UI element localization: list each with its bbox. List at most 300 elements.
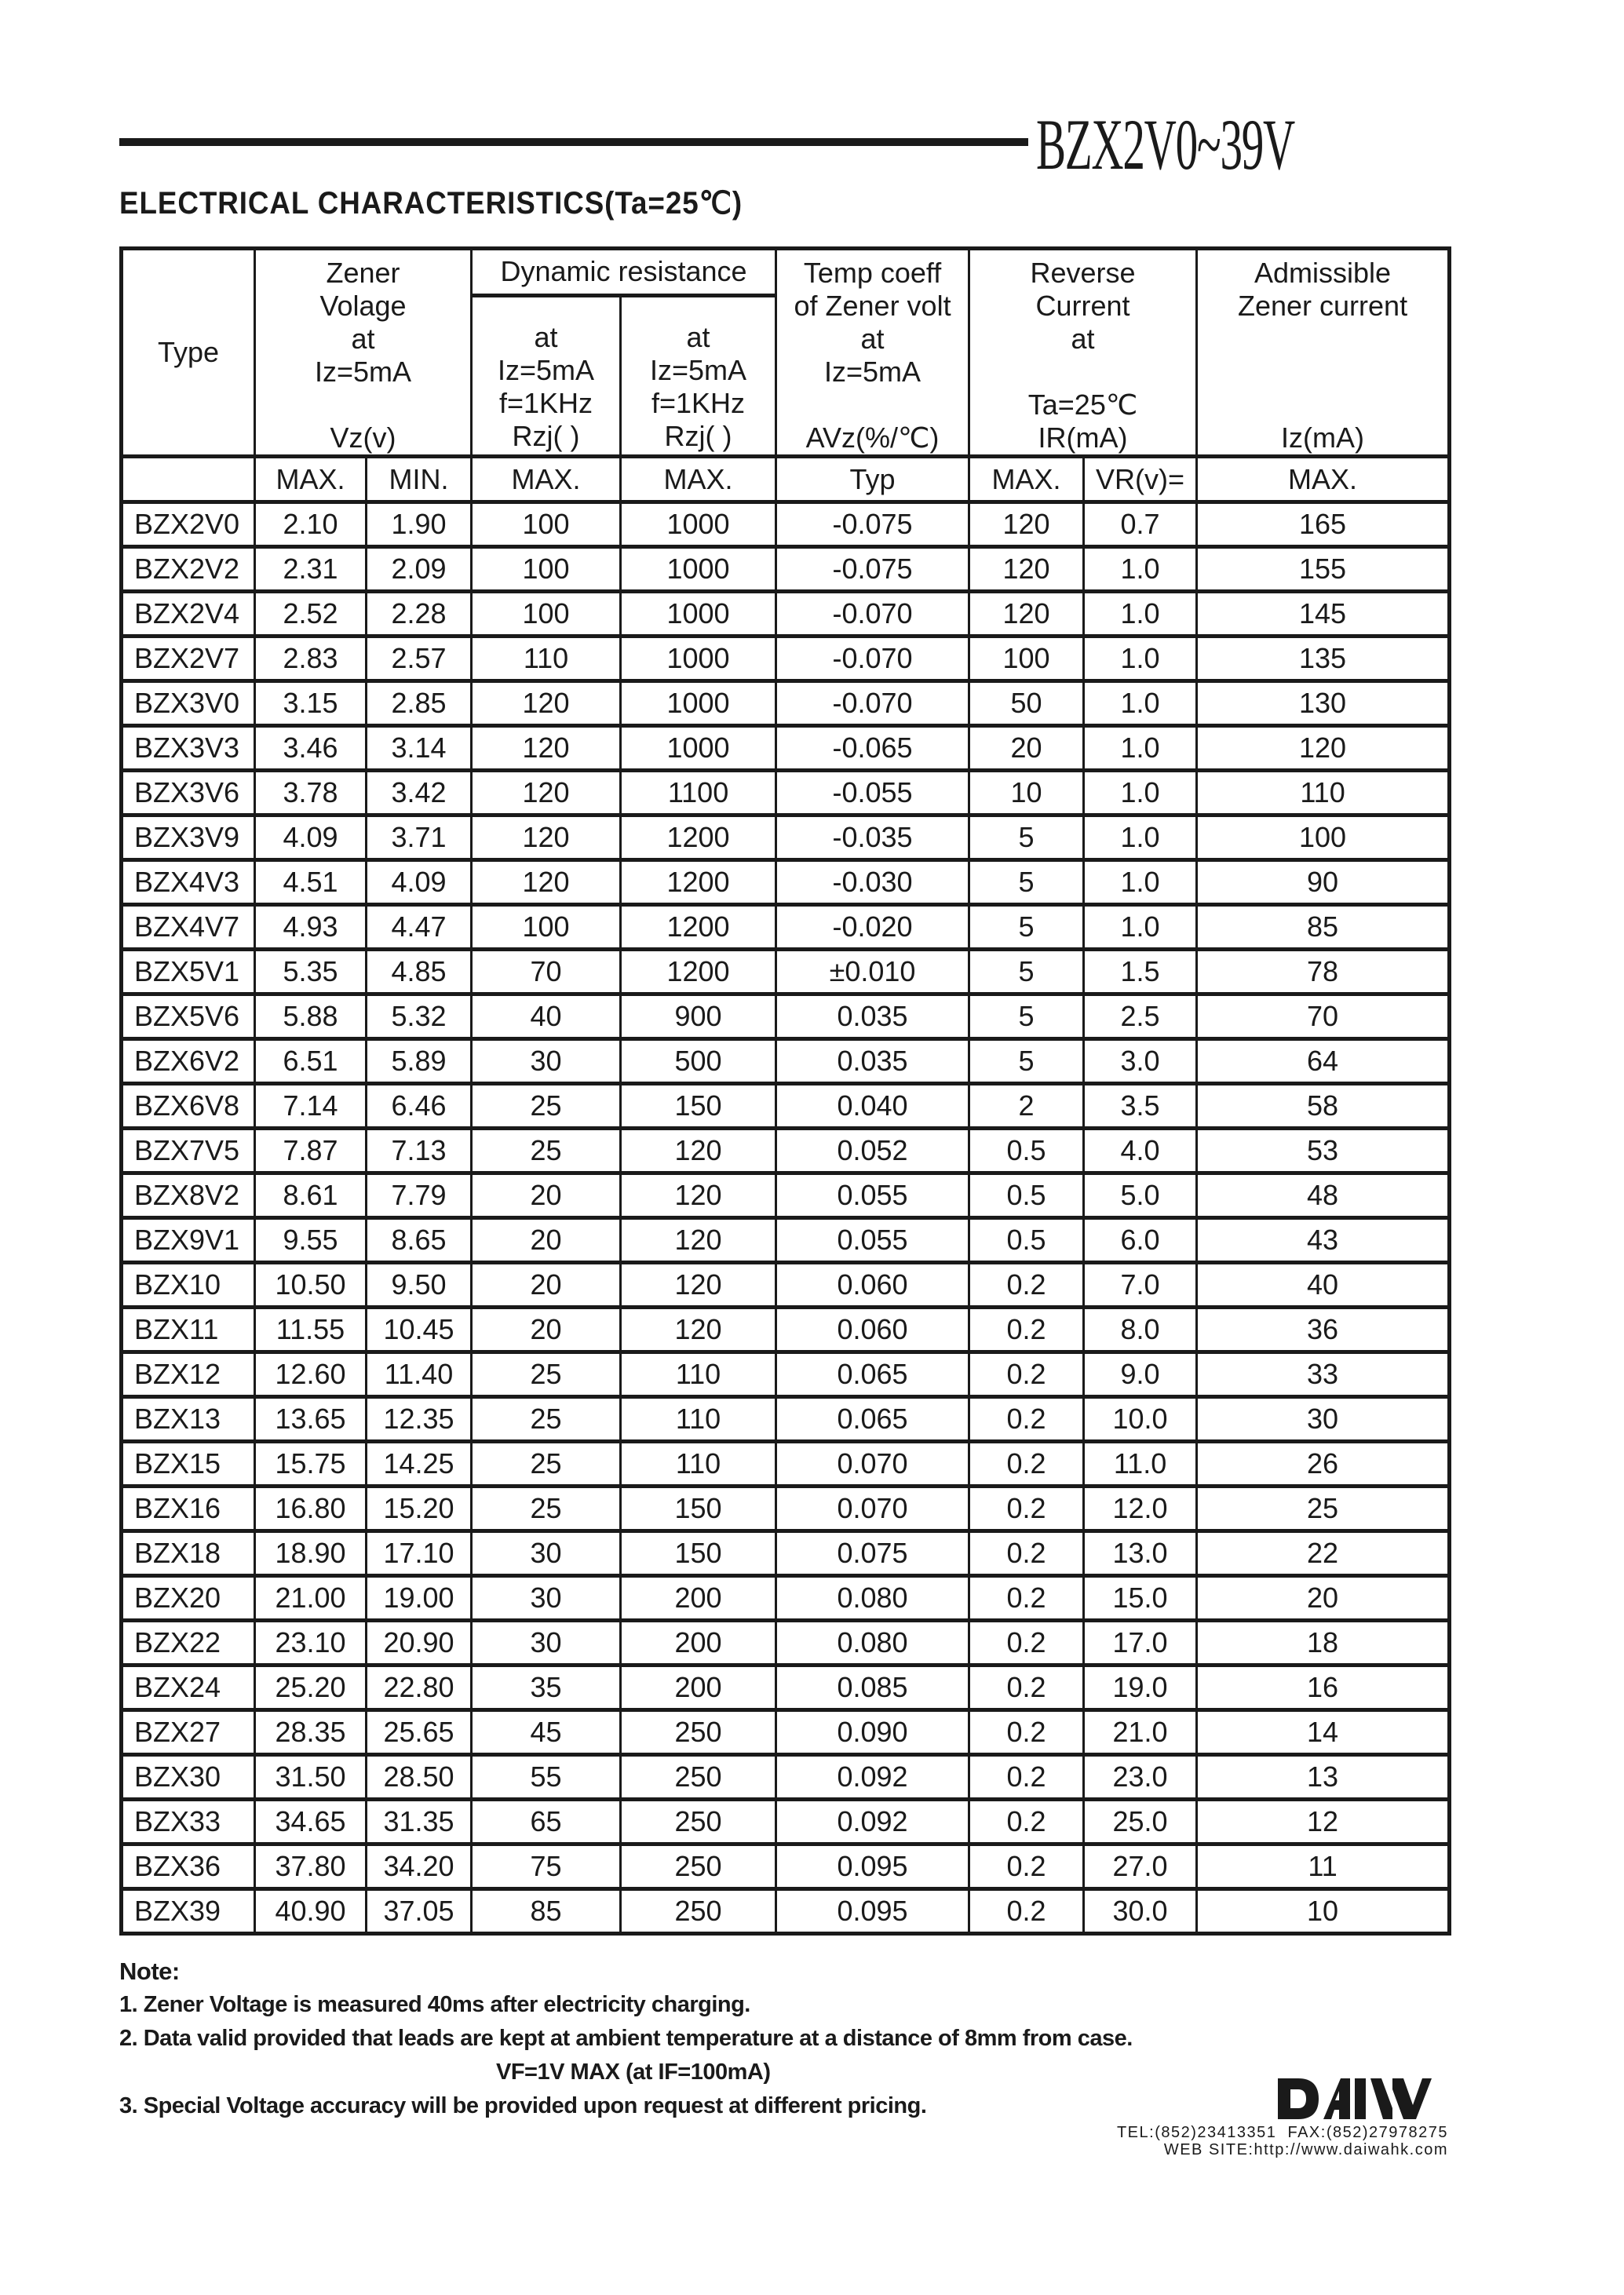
cell-type: BZX3V3 bbox=[122, 726, 255, 771]
cell-tc-typ: 0.070 bbox=[776, 1487, 969, 1531]
table-row bbox=[122, 1263, 1450, 1308]
cell-iz-max: 78 bbox=[1197, 950, 1450, 994]
cell-vz-max: 4.51 bbox=[255, 860, 367, 905]
cell-type: BZX4V7 bbox=[122, 905, 255, 950]
cell-tc-typ: 0.060 bbox=[776, 1263, 969, 1308]
cell-rzj1-max: 120 bbox=[472, 771, 621, 815]
cell-type: BZX18 bbox=[122, 1531, 255, 1576]
cell-type: BZX16 bbox=[122, 1487, 255, 1531]
cell-vz-min: 20.90 bbox=[367, 1621, 472, 1666]
cell-iz-max: 100 bbox=[1197, 815, 1450, 860]
cell-type: BZX2V7 bbox=[122, 637, 255, 681]
cell-vz-max: 18.90 bbox=[255, 1531, 367, 1576]
cell-iz-max: 43 bbox=[1197, 1218, 1450, 1263]
cell-iz-max: 14 bbox=[1197, 1710, 1450, 1755]
cell-iz-max: 53 bbox=[1197, 1129, 1450, 1173]
cell-rzj2-max: 250 bbox=[621, 1755, 776, 1800]
cell-rzj2-max: 1100 bbox=[621, 771, 776, 815]
cell-tc-typ: 0.065 bbox=[776, 1352, 969, 1397]
cell-type: BZX27 bbox=[122, 1710, 255, 1755]
cell-vz-min: 28.50 bbox=[367, 1755, 472, 1800]
cell-tc-typ: 0.065 bbox=[776, 1397, 969, 1442]
cell-ir-max: 120 bbox=[969, 502, 1084, 547]
cell-rzj1-max: 55 bbox=[472, 1755, 621, 1800]
cell-iz-max: 110 bbox=[1197, 771, 1450, 815]
cell-rzj1-max: 40 bbox=[472, 994, 621, 1039]
cell-ir-max: 0.2 bbox=[969, 1352, 1084, 1397]
cell-tc-typ: -0.070 bbox=[776, 681, 969, 726]
cell-type: BZX10 bbox=[122, 1263, 255, 1308]
table-row bbox=[122, 1397, 1450, 1442]
cell-vr: 7.0 bbox=[1084, 1263, 1197, 1308]
subheader-vr: VR(v)= bbox=[1084, 457, 1197, 502]
cell-vz-max: 37.80 bbox=[255, 1844, 367, 1889]
cell-vz-max: 9.55 bbox=[255, 1218, 367, 1263]
cell-rzj2-max: 1000 bbox=[621, 547, 776, 592]
cell-tc-typ: 0.090 bbox=[776, 1710, 969, 1755]
subheader-tc-typ: Typ bbox=[776, 457, 969, 502]
cell-vr: 3.5 bbox=[1084, 1084, 1197, 1129]
cell-vr: 13.0 bbox=[1084, 1531, 1197, 1576]
subheader-rzj2-max: MAX. bbox=[621, 457, 776, 502]
cell-iz-max: 10 bbox=[1197, 1889, 1450, 1934]
cell-type: BZX2V2 bbox=[122, 547, 255, 592]
cell-rzj1-max: 25 bbox=[472, 1084, 621, 1129]
notes-title: Note: bbox=[119, 1957, 180, 1985]
cell-rzj2-max: 250 bbox=[621, 1710, 776, 1755]
table-row bbox=[122, 950, 1450, 994]
table-row bbox=[122, 1531, 1450, 1576]
cell-type: BZX22 bbox=[122, 1621, 255, 1666]
cell-vz-min: 1.90 bbox=[367, 502, 472, 547]
cell-rzj2-max: 900 bbox=[621, 994, 776, 1039]
cell-vz-min: 14.25 bbox=[367, 1442, 472, 1487]
cell-rzj1-max: 30 bbox=[472, 1621, 621, 1666]
cell-vz-min: 2.09 bbox=[367, 547, 472, 592]
cell-vz-max: 16.80 bbox=[255, 1487, 367, 1531]
cell-tc-typ: 0.095 bbox=[776, 1889, 969, 1934]
cell-vz-min: 2.28 bbox=[367, 592, 472, 637]
header-temp-coeff: Temp coeff of Zener volt at Iz=5mA AVz(%/℃) bbox=[776, 249, 969, 457]
cell-iz-max: 16 bbox=[1197, 1666, 1450, 1710]
header-rzj-col1: at Iz=5mA f=1KHz Rzj( ) bbox=[472, 295, 621, 456]
header-zener-voltage: Zener Volage at Iz=5mA Vz(v) bbox=[255, 249, 472, 457]
cell-rzj1-max: 30 bbox=[472, 1576, 621, 1621]
cell-rzj1-max: 45 bbox=[472, 1710, 621, 1755]
table-row bbox=[122, 502, 1450, 547]
cell-type: BZX12 bbox=[122, 1352, 255, 1397]
table-body bbox=[122, 502, 1450, 1934]
cell-type: BZX3V9 bbox=[122, 815, 255, 860]
cell-ir-max: 0.2 bbox=[969, 1442, 1084, 1487]
table-row bbox=[122, 1576, 1450, 1621]
cell-type: BZX13 bbox=[122, 1397, 255, 1442]
cell-vz-min: 9.50 bbox=[367, 1263, 472, 1308]
cell-vr: 8.0 bbox=[1084, 1308, 1197, 1352]
cell-tc-typ: -0.065 bbox=[776, 726, 969, 771]
cell-vz-max: 2.10 bbox=[255, 502, 367, 547]
cell-rzj2-max: 500 bbox=[621, 1039, 776, 1084]
cell-vz-min: 34.20 bbox=[367, 1844, 472, 1889]
contact-website: WEB SITE:http://www.daiwahk.com bbox=[1163, 2141, 1448, 2158]
cell-iz-max: 120 bbox=[1197, 726, 1450, 771]
table-row bbox=[122, 1755, 1450, 1800]
table-row bbox=[122, 771, 1450, 815]
cell-ir-max: 0.2 bbox=[969, 1487, 1084, 1531]
cell-vr: 23.0 bbox=[1084, 1755, 1197, 1800]
cell-vz-max: 3.78 bbox=[255, 771, 367, 815]
cell-tc-typ: 0.095 bbox=[776, 1844, 969, 1889]
cell-iz-max: 30 bbox=[1197, 1397, 1450, 1442]
cell-ir-max: 0.2 bbox=[969, 1710, 1084, 1755]
cell-rzj2-max: 200 bbox=[621, 1621, 776, 1666]
cell-ir-max: 5 bbox=[969, 905, 1084, 950]
cell-vz-max: 7.14 bbox=[255, 1084, 367, 1129]
cell-rzj1-max: 120 bbox=[472, 860, 621, 905]
header-type: Type bbox=[122, 249, 255, 457]
cell-ir-max: 0.2 bbox=[969, 1800, 1084, 1844]
cell-iz-max: 85 bbox=[1197, 905, 1450, 950]
cell-iz-max: 25 bbox=[1197, 1487, 1450, 1531]
cell-rzj1-max: 20 bbox=[472, 1263, 621, 1308]
cell-rzj1-max: 110 bbox=[472, 637, 621, 681]
cell-rzj2-max: 1000 bbox=[621, 637, 776, 681]
cell-tc-typ: ±0.010 bbox=[776, 950, 969, 994]
cell-tc-typ: 0.035 bbox=[776, 1039, 969, 1084]
cell-type: BZX3V0 bbox=[122, 681, 255, 726]
cell-vz-max: 2.31 bbox=[255, 547, 367, 592]
cell-vz-min: 10.45 bbox=[367, 1308, 472, 1352]
cell-vr: 1.5 bbox=[1084, 950, 1197, 994]
cell-vr: 9.0 bbox=[1084, 1352, 1197, 1397]
cell-rzj1-max: 30 bbox=[472, 1531, 621, 1576]
cell-vz-min: 5.32 bbox=[367, 994, 472, 1039]
cell-vr: 30.0 bbox=[1084, 1889, 1197, 1934]
cell-iz-max: 36 bbox=[1197, 1308, 1450, 1352]
cell-vz-min: 4.09 bbox=[367, 860, 472, 905]
cell-vz-min: 25.65 bbox=[367, 1710, 472, 1755]
cell-type: BZX11 bbox=[122, 1308, 255, 1352]
cell-vz-min: 37.05 bbox=[367, 1889, 472, 1934]
cell-ir-max: 0.2 bbox=[969, 1397, 1084, 1442]
cell-iz-max: 58 bbox=[1197, 1084, 1450, 1129]
cell-type: BZX2V4 bbox=[122, 592, 255, 637]
cell-type: BZX5V6 bbox=[122, 994, 255, 1039]
cell-rzj1-max: 85 bbox=[472, 1889, 621, 1934]
cell-ir-max: 0.5 bbox=[969, 1218, 1084, 1263]
cell-vz-max: 23.10 bbox=[255, 1621, 367, 1666]
cell-vz-max: 6.51 bbox=[255, 1039, 367, 1084]
cell-vz-min: 12.35 bbox=[367, 1397, 472, 1442]
cell-ir-max: 5 bbox=[969, 860, 1084, 905]
table-row bbox=[122, 637, 1450, 681]
cell-iz-max: 70 bbox=[1197, 994, 1450, 1039]
cell-vr: 11.0 bbox=[1084, 1442, 1197, 1487]
cell-vr: 2.5 bbox=[1084, 994, 1197, 1039]
cell-rzj2-max: 250 bbox=[621, 1800, 776, 1844]
cell-vz-min: 11.40 bbox=[367, 1352, 472, 1397]
subheader-vz-max: MAX. bbox=[255, 457, 367, 502]
cell-rzj1-max: 20 bbox=[472, 1218, 621, 1263]
cell-rzj2-max: 120 bbox=[621, 1308, 776, 1352]
table-row bbox=[122, 1308, 1450, 1352]
part-range-title: BZX2V0~39V bbox=[1036, 104, 1295, 184]
cell-iz-max: 22 bbox=[1197, 1531, 1450, 1576]
cell-type: BZX3V6 bbox=[122, 771, 255, 815]
cell-vr: 1.0 bbox=[1084, 860, 1197, 905]
cell-rzj1-max: 100 bbox=[472, 547, 621, 592]
cell-rzj1-max: 30 bbox=[472, 1039, 621, 1084]
cell-ir-max: 100 bbox=[969, 637, 1084, 681]
cell-vr: 1.0 bbox=[1084, 726, 1197, 771]
cell-vz-max: 3.46 bbox=[255, 726, 367, 771]
cell-vz-min: 4.85 bbox=[367, 950, 472, 994]
cell-ir-max: 120 bbox=[969, 592, 1084, 637]
cell-rzj2-max: 120 bbox=[621, 1218, 776, 1263]
cell-vz-min: 3.42 bbox=[367, 771, 472, 815]
table-row bbox=[122, 1710, 1450, 1755]
cell-ir-max: 0.2 bbox=[969, 1308, 1084, 1352]
cell-tc-typ: 0.092 bbox=[776, 1755, 969, 1800]
cell-type: BZX20 bbox=[122, 1576, 255, 1621]
cell-vr: 1.0 bbox=[1084, 681, 1197, 726]
cell-rzj1-max: 25 bbox=[472, 1352, 621, 1397]
cell-rzj2-max: 1000 bbox=[621, 726, 776, 771]
table-row bbox=[122, 1173, 1450, 1218]
cell-rzj2-max: 1200 bbox=[621, 950, 776, 994]
contact-phone-fax: TEL:(852)23413351 FAX:(852)27978275 bbox=[1116, 2124, 1448, 2141]
cell-rzj2-max: 110 bbox=[621, 1352, 776, 1397]
cell-ir-max: 0.2 bbox=[969, 1844, 1084, 1889]
cell-rzj2-max: 1000 bbox=[621, 592, 776, 637]
table-row bbox=[122, 994, 1450, 1039]
subheader-ir-max: MAX. bbox=[969, 457, 1084, 502]
cell-vz-max: 11.55 bbox=[255, 1308, 367, 1352]
cell-vr: 5.0 bbox=[1084, 1173, 1197, 1218]
cell-vz-min: 6.46 bbox=[367, 1084, 472, 1129]
cell-ir-max: 0.2 bbox=[969, 1666, 1084, 1710]
cell-type: BZX4V3 bbox=[122, 860, 255, 905]
cell-ir-max: 0.2 bbox=[969, 1531, 1084, 1576]
cell-vz-max: 2.52 bbox=[255, 592, 367, 637]
cell-ir-max: 0.2 bbox=[969, 1621, 1084, 1666]
cell-vr: 1.0 bbox=[1084, 637, 1197, 681]
cell-tc-typ: -0.035 bbox=[776, 815, 969, 860]
cell-vz-max: 5.88 bbox=[255, 994, 367, 1039]
table-row bbox=[122, 592, 1450, 637]
cell-rzj2-max: 1200 bbox=[621, 905, 776, 950]
cell-ir-max: 5 bbox=[969, 815, 1084, 860]
table-row bbox=[122, 1084, 1450, 1129]
cell-tc-typ: -0.070 bbox=[776, 637, 969, 681]
subheader-iz-max: MAX. bbox=[1197, 457, 1450, 502]
cell-vz-min: 2.57 bbox=[367, 637, 472, 681]
cell-vz-min: 15.20 bbox=[367, 1487, 472, 1531]
cell-rzj1-max: 70 bbox=[472, 950, 621, 994]
cell-vz-min: 5.89 bbox=[367, 1039, 472, 1084]
cell-vr: 17.0 bbox=[1084, 1621, 1197, 1666]
cell-vz-max: 8.61 bbox=[255, 1173, 367, 1218]
cell-tc-typ: -0.055 bbox=[776, 771, 969, 815]
cell-vz-min: 19.00 bbox=[367, 1576, 472, 1621]
cell-vz-max: 5.35 bbox=[255, 950, 367, 994]
cell-vr: 15.0 bbox=[1084, 1576, 1197, 1621]
subheader-rzj1-max: MAX. bbox=[472, 457, 621, 502]
cell-ir-max: 5 bbox=[969, 994, 1084, 1039]
table-row bbox=[122, 1621, 1450, 1666]
cell-vz-min: 3.14 bbox=[367, 726, 472, 771]
cell-tc-typ: 0.070 bbox=[776, 1442, 969, 1487]
table-row bbox=[122, 1844, 1450, 1889]
table-row bbox=[122, 1800, 1450, 1844]
cell-vr: 6.0 bbox=[1084, 1218, 1197, 1263]
cell-rzj1-max: 35 bbox=[472, 1666, 621, 1710]
cell-vr: 25.0 bbox=[1084, 1800, 1197, 1844]
cell-tc-typ: 0.080 bbox=[776, 1621, 969, 1666]
cell-ir-max: 0.2 bbox=[969, 1755, 1084, 1800]
cell-type: BZX24 bbox=[122, 1666, 255, 1710]
cell-vz-max: 21.00 bbox=[255, 1576, 367, 1621]
cell-rzj2-max: 1200 bbox=[621, 860, 776, 905]
subheader-vz-min: MIN. bbox=[367, 457, 472, 502]
header-admissible-current: Admissible Zener current Iz(mA) bbox=[1197, 249, 1450, 457]
cell-rzj2-max: 250 bbox=[621, 1889, 776, 1934]
cell-ir-max: 0.2 bbox=[969, 1576, 1084, 1621]
cell-vr: 3.0 bbox=[1084, 1039, 1197, 1084]
cell-rzj1-max: 20 bbox=[472, 1173, 621, 1218]
cell-type: BZX15 bbox=[122, 1442, 255, 1487]
electrical-characteristics-table bbox=[119, 246, 1451, 1936]
cell-iz-max: 48 bbox=[1197, 1173, 1450, 1218]
table-row bbox=[122, 726, 1450, 771]
cell-type: BZX7V5 bbox=[122, 1129, 255, 1173]
cell-rzj2-max: 250 bbox=[621, 1844, 776, 1889]
cell-ir-max: 0.2 bbox=[969, 1889, 1084, 1934]
cell-rzj1-max: 25 bbox=[472, 1487, 621, 1531]
cell-rzj2-max: 150 bbox=[621, 1531, 776, 1576]
cell-vr: 1.0 bbox=[1084, 547, 1197, 592]
cell-tc-typ: 0.040 bbox=[776, 1084, 969, 1129]
cell-rzj2-max: 200 bbox=[621, 1576, 776, 1621]
cell-vz-min: 17.10 bbox=[367, 1531, 472, 1576]
table-row bbox=[122, 681, 1450, 726]
cell-vr: 0.7 bbox=[1084, 502, 1197, 547]
table-row bbox=[122, 1487, 1450, 1531]
cell-vz-min: 31.35 bbox=[367, 1800, 472, 1844]
cell-tc-typ: 0.092 bbox=[776, 1800, 969, 1844]
cell-iz-max: 11 bbox=[1197, 1844, 1450, 1889]
cell-vz-max: 28.35 bbox=[255, 1710, 367, 1755]
cell-vz-max: 4.09 bbox=[255, 815, 367, 860]
cell-rzj1-max: 120 bbox=[472, 726, 621, 771]
cell-vz-max: 31.50 bbox=[255, 1755, 367, 1800]
cell-type: BZX9V1 bbox=[122, 1218, 255, 1263]
cell-vz-max: 2.83 bbox=[255, 637, 367, 681]
cell-type: BZX5V1 bbox=[122, 950, 255, 994]
cell-iz-max: 64 bbox=[1197, 1039, 1450, 1084]
note-item-1: 1. Zener Voltage is measured 40ms after electricity charging. bbox=[119, 1992, 750, 2017]
cell-vr: 10.0 bbox=[1084, 1397, 1197, 1442]
cell-vr: 21.0 bbox=[1084, 1710, 1197, 1755]
cell-type: BZX6V8 bbox=[122, 1084, 255, 1129]
cell-type: BZX33 bbox=[122, 1800, 255, 1844]
section-title: ELECTRICAL CHARACTERISTICS(Ta=25℃) bbox=[119, 186, 743, 221]
table-row bbox=[122, 1442, 1450, 1487]
cell-vr: 19.0 bbox=[1084, 1666, 1197, 1710]
cell-type: BZX30 bbox=[122, 1755, 255, 1800]
header-rzj-col2: at Iz=5mA f=1KHz Rzj( ) bbox=[621, 295, 776, 456]
cell-vz-min: 7.13 bbox=[367, 1129, 472, 1173]
cell-iz-max: 33 bbox=[1197, 1352, 1450, 1397]
daiwa-logo-icon bbox=[1278, 2078, 1432, 2119]
notes-section bbox=[119, 1954, 1133, 2123]
cell-ir-max: 120 bbox=[969, 547, 1084, 592]
cell-rzj1-max: 120 bbox=[472, 815, 621, 860]
cell-rzj1-max: 100 bbox=[472, 502, 621, 547]
cell-ir-max: 0.2 bbox=[969, 1263, 1084, 1308]
cell-tc-typ: 0.075 bbox=[776, 1531, 969, 1576]
header-reverse-current: Reverse Current at Ta=25℃ IR(mA) bbox=[969, 249, 1197, 457]
cell-rzj2-max: 120 bbox=[621, 1129, 776, 1173]
cell-vz-max: 40.90 bbox=[255, 1889, 367, 1934]
cell-vz-max: 34.65 bbox=[255, 1800, 367, 1844]
table-row bbox=[122, 1218, 1450, 1263]
table-row bbox=[122, 547, 1450, 592]
cell-iz-max: 13 bbox=[1197, 1755, 1450, 1800]
cell-ir-max: 10 bbox=[969, 771, 1084, 815]
cell-rzj2-max: 1200 bbox=[621, 815, 776, 860]
cell-vz-max: 25.20 bbox=[255, 1666, 367, 1710]
cell-rzj1-max: 100 bbox=[472, 592, 621, 637]
cell-ir-max: 2 bbox=[969, 1084, 1084, 1129]
cell-tc-typ: 0.055 bbox=[776, 1173, 969, 1218]
table-row bbox=[122, 1129, 1450, 1173]
cell-vz-max: 10.50 bbox=[255, 1263, 367, 1308]
cell-tc-typ: 0.085 bbox=[776, 1666, 969, 1710]
cell-iz-max: 135 bbox=[1197, 637, 1450, 681]
cell-vz-min: 3.71 bbox=[367, 815, 472, 860]
cell-ir-max: 0.5 bbox=[969, 1173, 1084, 1218]
cell-tc-typ: -0.075 bbox=[776, 547, 969, 592]
cell-rzj2-max: 110 bbox=[621, 1397, 776, 1442]
cell-tc-typ: 0.035 bbox=[776, 994, 969, 1039]
cell-tc-typ: 0.055 bbox=[776, 1218, 969, 1263]
cell-tc-typ: -0.075 bbox=[776, 502, 969, 547]
cell-vr: 1.0 bbox=[1084, 771, 1197, 815]
cell-rzj2-max: 150 bbox=[621, 1084, 776, 1129]
table-row bbox=[122, 1889, 1450, 1934]
cell-vz-max: 3.15 bbox=[255, 681, 367, 726]
cell-rzj1-max: 25 bbox=[472, 1397, 621, 1442]
note-item-2: 2. Data valid provided that leads are kept at ambient temperature at a distance of 8mm from case. bbox=[119, 2026, 1133, 2051]
cell-rzj2-max: 200 bbox=[621, 1666, 776, 1710]
cell-tc-typ: -0.020 bbox=[776, 905, 969, 950]
cell-vz-max: 4.93 bbox=[255, 905, 367, 950]
cell-ir-max: 20 bbox=[969, 726, 1084, 771]
cell-type: BZX8V2 bbox=[122, 1173, 255, 1218]
cell-vr: 4.0 bbox=[1084, 1129, 1197, 1173]
table-row bbox=[122, 905, 1450, 950]
cell-type: BZX6V2 bbox=[122, 1039, 255, 1084]
cell-type: BZX39 bbox=[122, 1889, 255, 1934]
cell-rzj2-max: 150 bbox=[621, 1487, 776, 1531]
cell-tc-typ: 0.052 bbox=[776, 1129, 969, 1173]
cell-vz-min: 22.80 bbox=[367, 1666, 472, 1710]
header-rule bbox=[119, 138, 1028, 146]
cell-rzj2-max: 120 bbox=[621, 1263, 776, 1308]
cell-iz-max: 90 bbox=[1197, 860, 1450, 905]
cell-vr: 1.0 bbox=[1084, 905, 1197, 950]
